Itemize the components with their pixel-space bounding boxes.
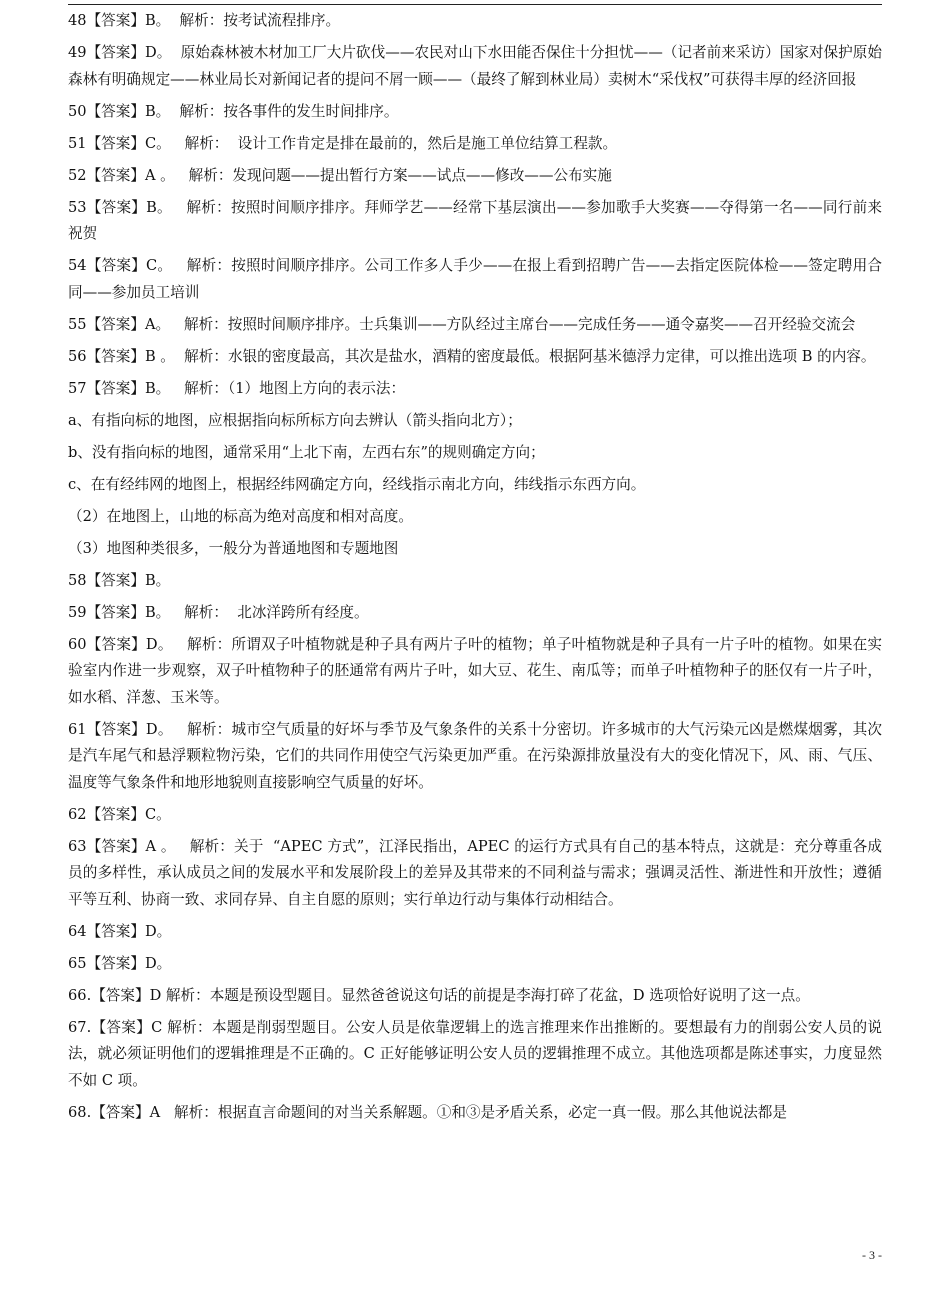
- answer-51: 51【答案】C。 解析： 设计工作肯定是排在最前的，然后是施工单位结算工程款。: [68, 134, 618, 152]
- answer-56: 56【答案】B 。 解析：水银的密度最高，其次是盐水，酒精的密度最低。根据阿基米德浮力定律，可以推出选项 B 的内容。: [68, 347, 876, 365]
- answer-57-point-3: （3）地图种类很多，一般分为普通地图和专题地图: [68, 539, 399, 557]
- answer-49: 49【答案】D。 原始森林被木材加工厂大片砍伐——农民对山下水田能否保住十分担忧——（记者前来采访）国家对保护原始森林有明确规定——林业局长对新闻记者的提问不屑一顾——（最终了解到林业局）卖树木“采伐权”可获得丰厚的经济回报: [68, 44, 882, 88]
- answer-66: 66.【答案】D 解析：本题是预设型题目。显然爸爸说这句话的前提是李海打碎了花盆，D 选项恰好说明了这一点。: [68, 986, 810, 1004]
- answer-52: 52【答案】A 。 解析：发现问题——提出暂行方案——试点——修改——公布实施: [68, 166, 612, 184]
- answer-57: 57【答案】B。 解析：（1）地图上方向的表示法：: [68, 379, 406, 397]
- answer-60: 60【答案】D。 解析：所谓双子叶植物就是种子具有两片子叶的植物；单子叶植物就是种子具有一片子叶的植物。如果在实验室内作进一步观察，双子叶植物种子的胚通常有两片子叶，如大豆、花生、南瓜等；而单子叶植物种子的胚仅有一片子叶，如水稻、洋葱、玉米等。: [68, 635, 882, 706]
- page-number: - 3 -: [862, 1248, 882, 1262]
- answer-55: 55【答案】A。 解析：按照时间顺序排序。士兵集训——方队经过主席台——完成任务——通令嘉奖——召开经验交流会: [68, 315, 856, 333]
- answer-61: 61【答案】D。 解析：城市空气质量的好坏与季节及气象条件的关系十分密切。许多城市的大气污染元凶是燃煤烟雾，其次是汽车尾气和悬浮颗粒物污染，它们的共同作用使空气污染更加严重。在污染源排放量没有大的变化情况下，风、雨、气压、温度等气象条件和地形地貌则直接影响空气质量的好坏。: [68, 720, 882, 791]
- answer-57-item-a: a、有指向标的地图，应根据指向标所标方向去辨认（箭头指向北方）；: [68, 411, 522, 429]
- answer-59: 59【答案】B。 解析： 北冰洋跨所有经度。: [68, 603, 369, 621]
- answer-list: [68, 8, 882, 1132]
- answer-68: 68.【答案】A 解析：根据直言命题间的对当关系解题。①和③是矛盾关系，必定一真一假。那么其他说法都是: [68, 1103, 787, 1121]
- answer-62: 62【答案】C。: [68, 805, 171, 823]
- answer-48: 48【答案】B。 解析：按考试流程排序。: [68, 12, 341, 29]
- answer-64: 64【答案】D。: [68, 922, 172, 940]
- answer-58: 58【答案】B。: [68, 571, 171, 589]
- answer-57-item-b: b、没有指向标的地图，通常采用“上北下南，左西右东”的规则确定方向；: [68, 443, 545, 461]
- answer-65: 65【答案】D。: [68, 954, 172, 972]
- top-rule: [68, 4, 882, 5]
- answer-67: 67.【答案】C 解析：本题是削弱型题目。公安人员是依靠逻辑上的选言推理来作出推断的。要想最有力的削弱公安人员的说法，就必须证明他们的逻辑推理是不正确的。C 正好能够证明公安人员的逻辑推理不成立。其他选项都是陈述事实，力度显然不如 C 项。: [68, 1018, 882, 1089]
- answer-53: 53【答案】B。 解析：按照时间顺序排序。拜师学艺——经常下基层演出——参加歌手大奖赛——夺得第一名——同行前来祝贺: [68, 198, 882, 242]
- answer-54: 54【答案】C。 解析：按照时间顺序排序。公司工作多人手少——在报上看到招聘广告——去指定医院体检——签定聘用合同——参加员工培训: [68, 257, 882, 301]
- answer-57-point-2: （2）在地图上，山地的标高为绝对高度和相对高度。: [68, 507, 413, 525]
- answer-50: 50【答案】B。 解析：按各事件的发生时间排序。: [68, 102, 399, 120]
- answer-57-item-c: c、在有经纬网的地图上，根据经纬网确定方向，经线指示南北方向，纬线指示东西方向。: [68, 475, 646, 493]
- answer-63: 63【答案】A 。 解析：关于 “APEC 方式”，江泽民指出，APEC 的运行方式具有自己的基本特点，这就是：充分尊重各成员的多样性，承认成员之间的发展水平和发展阶段上的差异及其带来的不同利益与需求；强调灵活性、渐进性和开放性；遵循平等互利、协商一致、求同存异、自主自愿的原则；实行单边行动与集体行动相结合。: [68, 837, 882, 908]
